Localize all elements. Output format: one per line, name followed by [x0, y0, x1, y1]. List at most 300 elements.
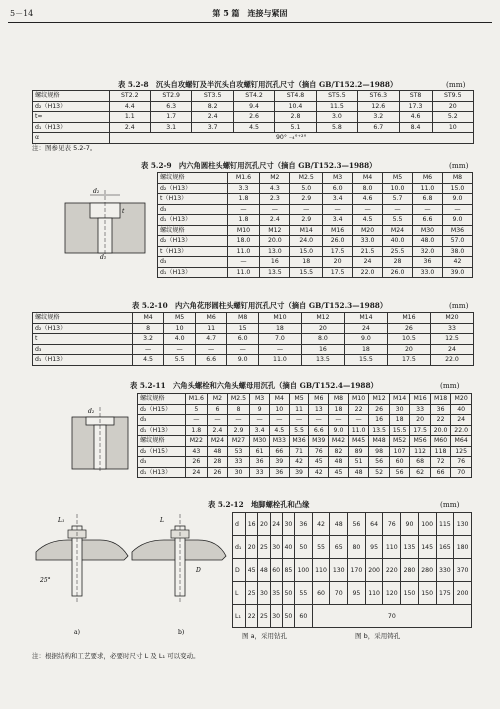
- table-cell: 48: [348, 467, 369, 478]
- table-cell: 8.4: [399, 122, 432, 133]
- table-row: [138, 394, 472, 405]
- table-cell: 200: [365, 559, 383, 582]
- table-cell: 55: [295, 582, 313, 605]
- table-cell: 4.7: [195, 334, 227, 345]
- table-cell: 50: [282, 605, 294, 628]
- table-cell: 118: [430, 446, 451, 457]
- row-label: d₁（H13）: [33, 355, 133, 366]
- table-cell: 22.0: [353, 267, 383, 278]
- row-label: 螺纹规格: [158, 225, 228, 236]
- table-cell: M24: [208, 436, 228, 447]
- table-cell: 4.6: [353, 194, 383, 205]
- table-cell: 6.6: [309, 425, 329, 436]
- table-cell: 170: [348, 559, 366, 582]
- label-L1: L₁: [58, 517, 65, 524]
- table-cell: M27: [227, 436, 249, 447]
- table-cell: M5: [383, 173, 413, 184]
- table-cell: 1.8: [227, 194, 260, 205]
- table-cell: M3: [323, 173, 353, 184]
- table-cell: 11.5: [316, 101, 357, 112]
- table-cell: 17.5: [387, 355, 430, 366]
- anchor-bolt-figure: [28, 512, 228, 637]
- table-row: [158, 204, 473, 215]
- table-cell: M20: [451, 394, 472, 405]
- label-a: a): [74, 629, 80, 636]
- table-cell: ST6.3: [358, 91, 399, 102]
- table-cell: 1.8: [227, 215, 260, 226]
- table-cell: 370: [454, 559, 472, 582]
- row-label: d₃: [158, 204, 228, 215]
- table-cell: 11.0: [227, 267, 260, 278]
- table-cell: —: [227, 257, 260, 268]
- table-cell: 62: [410, 467, 431, 478]
- table1-caption: 表 5.2-8 沉头自攻螺钉及半沉头自攻螺钉用沉孔尺寸（摘自 GB/T152.2—1988）: [118, 80, 398, 89]
- table-cell: 12.5: [430, 334, 473, 345]
- table-cell: 25.5: [383, 246, 413, 257]
- row-label: 螺纹规格: [33, 313, 133, 324]
- table-cell: 70: [451, 467, 472, 478]
- table-cell: 20: [323, 257, 353, 268]
- row-label: t（H13）: [158, 246, 228, 257]
- table-cell: 135: [401, 536, 419, 559]
- table-cell: 22: [348, 404, 369, 415]
- table-cell: 53: [227, 446, 249, 457]
- table-cell: 26: [185, 457, 207, 468]
- table-cell: 33: [250, 467, 270, 478]
- table-cell: —: [164, 344, 196, 355]
- table-cell: —: [353, 204, 383, 215]
- table-cell: 18: [344, 344, 387, 355]
- row-label: 螺纹规格: [138, 436, 186, 447]
- row-label: d₁（H13）: [158, 267, 228, 278]
- table-cell: 3.3: [227, 183, 260, 194]
- table-cell: M33: [269, 436, 289, 447]
- table-cell: 32.0: [413, 246, 443, 257]
- table-cell: 38.0: [442, 246, 472, 257]
- table-cell: —: [260, 204, 290, 215]
- table-cell: 2.9: [290, 194, 323, 205]
- table-cell: 39: [289, 467, 309, 478]
- table-cell: M5: [164, 313, 196, 324]
- table-cell: 4.5: [269, 425, 289, 436]
- table-cell: 11.0: [258, 355, 301, 366]
- label-d2b: d₂: [88, 408, 95, 415]
- table-cell: 4.5: [353, 215, 383, 226]
- table4: [137, 393, 472, 478]
- table-cell: M30: [413, 225, 443, 236]
- table-cell: 42: [442, 257, 472, 268]
- table-cell: —: [289, 415, 309, 426]
- table-cell: M6: [309, 394, 329, 405]
- table-cell: 36: [250, 457, 270, 468]
- row-label: t: [33, 334, 133, 345]
- table-cell: M39: [309, 436, 329, 447]
- table-cell: 48: [258, 559, 270, 582]
- table3: [32, 312, 474, 366]
- table-cell: 90: [401, 513, 419, 536]
- table-cell: M48: [369, 436, 390, 447]
- table-cell: 30: [270, 605, 282, 628]
- table5-unit: (mm): [440, 500, 460, 509]
- table-cell: 16: [301, 344, 344, 355]
- table-cell: 13: [309, 404, 329, 415]
- table-cell: —: [383, 204, 413, 215]
- table-cell: 110: [365, 582, 383, 605]
- table-cell: 18.0: [227, 236, 260, 247]
- table-cell: 24: [344, 323, 387, 334]
- table-cell: 20: [301, 323, 344, 334]
- table-cell: 33.0: [353, 236, 383, 247]
- table-cell: 3.4: [323, 194, 353, 205]
- table-cell: 42: [289, 457, 309, 468]
- table-cell: 3.4: [323, 215, 353, 226]
- table-cell: ST8: [399, 91, 432, 102]
- table-cell: 3.2: [358, 112, 399, 123]
- table-row: [138, 415, 472, 426]
- table-cell: 61: [250, 446, 270, 457]
- table-cell: 2.4: [109, 122, 150, 133]
- table-cell: 18: [389, 415, 410, 426]
- table-cell: 5.0: [290, 183, 323, 194]
- table-cell: 100: [418, 513, 436, 536]
- row-label: t≈: [33, 112, 110, 123]
- table-cell: 56: [369, 457, 390, 468]
- table-cell: 115: [436, 513, 454, 536]
- table-cell: M10: [348, 394, 369, 405]
- row-label: 螺纹规格: [138, 394, 186, 405]
- table-cell: 52: [369, 467, 390, 478]
- table-cell: 21.5: [353, 246, 383, 257]
- table-cell: 2.3: [260, 194, 290, 205]
- table-cell: 15.5: [344, 355, 387, 366]
- table-cell: 5.5: [164, 355, 196, 366]
- table-cell: 48.0: [413, 236, 443, 247]
- table-cell: 40: [282, 536, 294, 559]
- table-row: [233, 559, 472, 582]
- table-cell: 9.4: [233, 101, 274, 112]
- table-cell: 55: [312, 536, 330, 559]
- table3-caption: 表 5.2-10 内六角花形圆柱头螺钉用沉孔尺寸（摘自 GB/T152.3—1988）: [132, 301, 388, 310]
- table-cell: 5.5: [383, 215, 413, 226]
- table-cell: 70: [312, 605, 471, 628]
- table-row: [138, 404, 472, 415]
- table-cell: 85: [282, 559, 294, 582]
- table-cell: 28: [383, 257, 413, 268]
- table-cell: 130: [454, 513, 472, 536]
- table-cell: 9.0: [344, 334, 387, 345]
- table-cell: 28: [208, 457, 228, 468]
- table-cell: 24: [270, 513, 282, 536]
- table-cell: M52: [389, 436, 410, 447]
- table-row: [33, 355, 474, 366]
- table-cell: —: [269, 415, 289, 426]
- table-cell: M16: [387, 313, 430, 324]
- table-cell: 5.2: [432, 112, 473, 123]
- table-cell: 16: [369, 415, 390, 426]
- table-cell: 25: [258, 605, 270, 628]
- table-cell: 95: [348, 582, 366, 605]
- table-cell: 20: [432, 101, 473, 112]
- table-cell: 110: [312, 559, 330, 582]
- table-cell: M2.5: [290, 173, 323, 184]
- table-cell: 18: [258, 323, 301, 334]
- table-cell: 48: [208, 446, 228, 457]
- table-row: [158, 236, 473, 247]
- row-label: L: [233, 582, 246, 605]
- row-label: d₃: [138, 457, 186, 468]
- table-cell: M8: [227, 313, 259, 324]
- table-cell: 8.2: [192, 101, 233, 112]
- table-cell: 22.0: [451, 425, 472, 436]
- row-label: d₂（H15）: [138, 404, 186, 415]
- table-cell: M36: [289, 436, 309, 447]
- table-cell: M12: [260, 225, 290, 236]
- table-cell: 30: [389, 404, 410, 415]
- table-cell: 9.0: [227, 355, 259, 366]
- row-label: 螺纹规格: [158, 173, 228, 184]
- table-cell: 15.5: [389, 425, 410, 436]
- table-cell: 13.5: [369, 425, 390, 436]
- table-cell: 11.0: [227, 246, 260, 257]
- table-cell: M2.5: [227, 394, 249, 405]
- table-cell: 180: [454, 536, 472, 559]
- table-cell: 25: [258, 536, 270, 559]
- table-cell: 71: [289, 446, 309, 457]
- table-cell: —: [258, 344, 301, 355]
- table-cell: 36: [295, 513, 313, 536]
- table-cell: 4.3: [260, 183, 290, 194]
- table-cell: 6.7: [358, 122, 399, 133]
- table-cell: 6.6: [413, 215, 443, 226]
- table-cell: M8: [329, 394, 349, 405]
- table-cell: 145: [418, 536, 436, 559]
- table-cell: M1.6: [185, 394, 207, 405]
- table-cell: 60: [312, 582, 330, 605]
- table-cell: 2.9: [290, 215, 323, 226]
- table-cell: 36: [430, 404, 451, 415]
- chapter-title: 第 5 篇 连接与紧固: [212, 8, 288, 18]
- table-cell: 33.0: [413, 267, 443, 278]
- table-cell: 25: [246, 582, 258, 605]
- table2: [157, 172, 473, 278]
- table-cell: M8: [442, 173, 472, 184]
- table-cell: 9: [250, 404, 270, 415]
- row-label: D: [233, 559, 246, 582]
- table-cell: M2: [208, 394, 228, 405]
- table-cell: 7.0: [258, 334, 301, 345]
- table-cell: 36: [413, 257, 443, 268]
- table1-unit: (mm): [446, 80, 466, 89]
- table-cell: M56: [410, 436, 431, 447]
- table-cell: 22: [246, 605, 258, 628]
- table-row: [138, 425, 472, 436]
- table-cell: 5: [185, 404, 207, 415]
- table-cell: 50: [295, 536, 313, 559]
- header-rule: [8, 22, 492, 23]
- table-cell: 64: [365, 513, 383, 536]
- table-cell: 39: [269, 457, 289, 468]
- table-cell: 66: [269, 446, 289, 457]
- table-cell: 2.4: [260, 215, 290, 226]
- row-label: d₂（H13）: [158, 236, 228, 247]
- table-row: [33, 122, 474, 133]
- table-cell: 5.7: [383, 194, 413, 205]
- table-cell: 10: [432, 122, 473, 133]
- table-cell: 65: [330, 536, 348, 559]
- table4-caption: 表 5.2-11 六角头螺栓和六角头螺母用沉孔（摘自 GB/T152.4—1988）: [130, 381, 378, 390]
- table-cell: 6.0: [227, 334, 259, 345]
- table-cell: 17.5: [323, 267, 353, 278]
- table-cell: 5.8: [316, 122, 357, 133]
- table-cell: 33: [227, 457, 249, 468]
- table-cell: 45: [246, 559, 258, 582]
- table-cell: —: [227, 415, 249, 426]
- table-cell: 8: [227, 404, 249, 415]
- table-row: [233, 582, 472, 605]
- row-label: d₃: [138, 415, 186, 426]
- row-label: d₃: [33, 344, 133, 355]
- table-cell: 80: [348, 536, 366, 559]
- table-cell: 36: [269, 467, 289, 478]
- table-cell: 20: [258, 513, 270, 536]
- table-cell: 30: [282, 513, 294, 536]
- table-cell: 8: [132, 323, 164, 334]
- table-cell: 12.6: [358, 101, 399, 112]
- fig-b-caption: 图 b，采用铸孔: [355, 632, 401, 640]
- table-cell: 10.5: [387, 334, 430, 345]
- table-cell: 13.5: [260, 267, 290, 278]
- table-cell: 98: [369, 446, 390, 457]
- table-cell: 10.4: [275, 101, 316, 112]
- table-cell: 33: [410, 404, 431, 415]
- table-row: [33, 323, 474, 334]
- table-cell: M16: [323, 225, 353, 236]
- table-cell: 16: [260, 257, 290, 268]
- table-cell: 18: [290, 257, 323, 268]
- table-cell: 165: [436, 536, 454, 559]
- table-cell: —: [227, 344, 259, 355]
- table5: [232, 512, 472, 628]
- table-cell: 11: [289, 404, 309, 415]
- table-cell: 60: [270, 559, 282, 582]
- table-cell: 60: [295, 605, 313, 628]
- table-cell: 10.0: [383, 183, 413, 194]
- table-cell: 20: [410, 415, 431, 426]
- table-cell: 120: [383, 582, 401, 605]
- table-cell: 42: [312, 513, 330, 536]
- table-cell: 89: [348, 446, 369, 457]
- table-cell: 6.3: [151, 101, 192, 112]
- table-cell: —: [323, 204, 353, 215]
- table-cell: 17.3: [399, 101, 432, 112]
- table-cell: M20: [430, 313, 473, 324]
- table-row: [158, 246, 473, 257]
- table-cell: 56: [389, 467, 410, 478]
- table-cell: 45: [329, 467, 349, 478]
- table-cell: 107: [389, 446, 410, 457]
- table-cell: 20.0: [430, 425, 451, 436]
- table-cell: 42: [309, 467, 329, 478]
- table-cell: 15.5: [290, 267, 323, 278]
- table-cell: M10: [258, 313, 301, 324]
- table-cell: 3.2: [132, 334, 164, 345]
- row-label: d₂（H13）: [33, 323, 133, 334]
- table-cell: —: [132, 344, 164, 355]
- counterbore-figure-2: [70, 405, 130, 475]
- table-cell: 26: [387, 323, 430, 334]
- table-cell: 66: [430, 467, 451, 478]
- table-cell: 5.1: [275, 122, 316, 133]
- table-cell: 30: [258, 582, 270, 605]
- table-cell: 9.0: [329, 425, 349, 436]
- table-cell: 130: [330, 559, 348, 582]
- table-cell: M45: [348, 436, 369, 447]
- table-cell: —: [413, 204, 443, 215]
- table3-unit: (mm): [449, 301, 469, 310]
- table-cell: ST4.8: [275, 91, 316, 102]
- table-cell: ST5.5: [316, 91, 357, 102]
- table-row: [233, 605, 472, 628]
- table-cell: ST2.2: [109, 91, 150, 102]
- table-cell: —: [309, 415, 329, 426]
- table-cell: M18: [430, 394, 451, 405]
- table-cell: 3.7: [192, 122, 233, 133]
- table-cell: 6.0: [323, 183, 353, 194]
- table-cell: M22: [185, 436, 207, 447]
- table-cell: 24.0: [290, 236, 323, 247]
- table-cell: 150: [401, 582, 419, 605]
- table-cell: 5.5: [289, 425, 309, 436]
- table-cell: 68: [410, 457, 431, 468]
- table-row: [33, 133, 474, 144]
- table-cell: 45: [309, 457, 329, 468]
- table-cell: 20: [387, 344, 430, 355]
- table-cell: ST2.9: [151, 91, 192, 102]
- table-cell: 280: [418, 559, 436, 582]
- table1-note: 注：图参见表 5.2-7。: [32, 144, 97, 152]
- table-row: [158, 257, 473, 268]
- table-cell: 20.0: [260, 236, 290, 247]
- row-label: d₃: [158, 257, 228, 268]
- table-cell: M10: [227, 225, 260, 236]
- row-label: d₂（H13）: [158, 183, 228, 194]
- table-cell: 76: [309, 446, 329, 457]
- table-cell: 57.0: [442, 236, 472, 247]
- table-cell: 3.4: [250, 425, 270, 436]
- table-row: [158, 183, 473, 194]
- table-cell: 4.4: [109, 101, 150, 112]
- label-d1: d₁: [100, 254, 107, 260]
- table-cell: M12: [301, 313, 344, 324]
- label-L: L: [160, 517, 164, 524]
- table-cell: 33: [430, 323, 473, 334]
- row-label: d₂（H15）: [138, 446, 186, 457]
- table-cell: M20: [353, 225, 383, 236]
- table-cell: 125: [451, 446, 472, 457]
- row-label: 螺纹规格: [33, 91, 110, 102]
- table-row: [158, 215, 473, 226]
- row-label: d₁: [233, 536, 246, 559]
- table-cell: 22: [430, 415, 451, 426]
- label-25: 25°: [40, 577, 51, 584]
- table-cell: 39.0: [442, 267, 472, 278]
- table-cell: 1.1: [109, 112, 150, 123]
- table-cell: 11.0: [413, 183, 443, 194]
- table-cell: 150: [418, 582, 436, 605]
- table2-unit: (mm): [449, 161, 469, 170]
- table-cell: M42: [329, 436, 349, 447]
- counterbore-figure-1: [60, 185, 150, 260]
